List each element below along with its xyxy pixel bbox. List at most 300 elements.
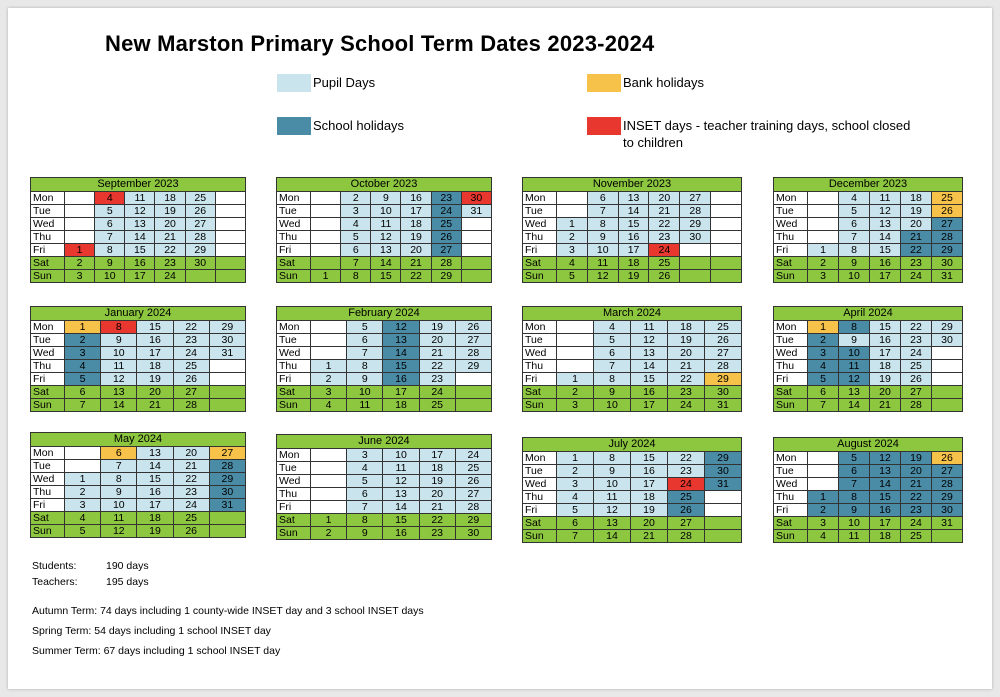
date-cell: 21 — [419, 347, 455, 360]
date-cell: 2 — [65, 257, 95, 270]
empty-cell — [455, 373, 491, 386]
date-cell: 19 — [870, 373, 901, 386]
week-row — [774, 530, 963, 543]
week-row — [277, 218, 492, 231]
date-cell: 9 — [594, 465, 631, 478]
date-cell: 28 — [932, 231, 963, 244]
week-row — [774, 478, 963, 491]
empty-cell — [65, 231, 95, 244]
empty-cell — [311, 475, 347, 488]
date-cell: 29 — [455, 360, 491, 373]
date-cell: 10 — [347, 386, 383, 399]
date-cell: 6 — [839, 218, 870, 231]
week-row — [277, 462, 492, 475]
date-cell: 3 — [65, 499, 101, 512]
date-cell: 1 — [557, 218, 588, 231]
date-cell: 25 — [185, 192, 215, 205]
week-row — [277, 192, 492, 205]
empty-cell — [557, 192, 588, 205]
date-cell: 21 — [401, 257, 431, 270]
weekday-label: Fri — [523, 373, 557, 386]
date-cell: 28 — [705, 360, 742, 373]
empty-cell — [311, 347, 347, 360]
date-cell: 11 — [383, 462, 419, 475]
date-cell: 6 — [587, 192, 618, 205]
date-cell: 28 — [431, 257, 461, 270]
week-row — [774, 399, 963, 412]
week-row — [774, 360, 963, 373]
date-cell: 7 — [65, 399, 101, 412]
weekday-label: Sat — [277, 386, 311, 399]
date-cell: 27 — [705, 347, 742, 360]
date-cell: 18 — [870, 360, 901, 373]
date-cell: 28 — [455, 347, 491, 360]
date-cell: 30 — [209, 334, 245, 347]
week-row — [277, 449, 492, 462]
date-cell: 11 — [101, 360, 137, 373]
date-cell: 22 — [901, 244, 932, 257]
empty-cell — [557, 360, 594, 373]
date-cell: 10 — [839, 347, 870, 360]
students-days-value: 190 days — [106, 560, 149, 572]
date-cell: 16 — [401, 192, 431, 205]
date-cell: 12 — [101, 373, 137, 386]
weekday-label: Mon — [277, 449, 311, 462]
empty-cell — [65, 447, 101, 460]
empty-cell — [680, 270, 711, 283]
date-cell: 24 — [901, 517, 932, 530]
week-row — [774, 386, 963, 399]
date-cell: 11 — [839, 530, 870, 543]
empty-cell — [65, 218, 95, 231]
week-row — [523, 399, 742, 412]
date-cell: 12 — [870, 452, 901, 465]
date-cell: 8 — [594, 373, 631, 386]
date-cell: 21 — [649, 205, 680, 218]
date-cell: 5 — [341, 231, 371, 244]
date-cell: 26 — [705, 334, 742, 347]
date-cell: 2 — [808, 334, 839, 347]
date-cell: 30 — [932, 257, 963, 270]
weekday-label: Wed — [774, 347, 808, 360]
date-cell: 22 — [173, 321, 209, 334]
date-cell: 6 — [347, 334, 383, 347]
date-cell: 11 — [125, 192, 155, 205]
date-cell: 27 — [455, 334, 491, 347]
date-cell: 2 — [808, 504, 839, 517]
date-cell: 14 — [870, 231, 901, 244]
date-cell: 16 — [383, 373, 419, 386]
date-cell: 2 — [341, 192, 371, 205]
date-cell: 28 — [185, 231, 215, 244]
week-row — [523, 465, 742, 478]
empty-cell — [711, 205, 742, 218]
date-cell: 23 — [155, 257, 185, 270]
month-title: August 2024 — [774, 438, 963, 452]
week-row — [31, 447, 246, 460]
date-cell: 14 — [870, 478, 901, 491]
empty-cell — [705, 504, 742, 517]
week-row — [277, 270, 492, 283]
date-cell: 11 — [347, 399, 383, 412]
date-cell: 21 — [155, 231, 185, 244]
week-row — [31, 373, 246, 386]
date-cell: 14 — [371, 257, 401, 270]
date-cell: 8 — [594, 452, 631, 465]
weekday-label: Fri — [523, 244, 557, 257]
weekday-label: Wed — [31, 218, 65, 231]
date-cell: 13 — [839, 386, 870, 399]
date-cell: 1 — [808, 244, 839, 257]
empty-cell — [311, 244, 341, 257]
date-cell: 31 — [209, 347, 245, 360]
date-cell: 10 — [594, 478, 631, 491]
date-cell: 29 — [705, 373, 742, 386]
weekday-label: Thu — [774, 360, 808, 373]
date-cell: 9 — [347, 373, 383, 386]
date-cell: 12 — [371, 231, 401, 244]
empty-cell — [705, 530, 742, 543]
date-cell: 22 — [419, 514, 455, 527]
date-cell: 10 — [101, 347, 137, 360]
date-cell: 6 — [341, 244, 371, 257]
week-row — [523, 530, 742, 543]
date-cell: 10 — [95, 270, 125, 283]
date-cell: 5 — [839, 205, 870, 218]
date-cell: 9 — [594, 386, 631, 399]
month-title: June 2024 — [277, 435, 492, 449]
date-cell: 24 — [901, 347, 932, 360]
date-cell: 29 — [209, 473, 245, 486]
date-cell: 28 — [209, 460, 245, 473]
weekday-label: Thu — [523, 491, 557, 504]
date-cell: 20 — [649, 192, 680, 205]
empty-cell — [311, 334, 347, 347]
date-cell: 19 — [419, 475, 455, 488]
date-cell: 26 — [649, 270, 680, 283]
week-row — [277, 334, 492, 347]
date-cell: 20 — [401, 244, 431, 257]
date-cell: 11 — [839, 360, 870, 373]
weekday-label: Thu — [774, 491, 808, 504]
date-cell: 5 — [557, 504, 594, 517]
empty-cell — [557, 347, 594, 360]
date-cell: 14 — [631, 360, 668, 373]
date-cell: 30 — [461, 192, 491, 205]
empty-cell — [209, 512, 245, 525]
date-cell: 14 — [383, 347, 419, 360]
date-cell: 18 — [870, 530, 901, 543]
date-cell: 16 — [631, 465, 668, 478]
date-cell: 19 — [137, 373, 173, 386]
date-cell: 8 — [341, 270, 371, 283]
empty-cell — [680, 244, 711, 257]
weekday-label: Sat — [523, 386, 557, 399]
weekday-label: Fri — [31, 244, 65, 257]
summer-term-note: Summer Term: 67 days including 1 school INSET day — [32, 645, 281, 657]
date-cell: 17 — [125, 270, 155, 283]
week-row — [774, 334, 963, 347]
date-cell: 25 — [173, 360, 209, 373]
date-cell: 18 — [668, 321, 705, 334]
date-cell: 13 — [137, 447, 173, 460]
teachers-days-value: 195 days — [106, 576, 149, 588]
week-row — [277, 501, 492, 514]
school-holidays-swatch — [277, 117, 311, 135]
empty-cell — [705, 517, 742, 530]
date-cell: 22 — [901, 491, 932, 504]
empty-cell — [215, 205, 245, 218]
date-cell: 18 — [401, 218, 431, 231]
empty-cell — [808, 205, 839, 218]
date-cell: 23 — [419, 527, 455, 540]
date-cell: 15 — [383, 514, 419, 527]
date-cell: 21 — [668, 360, 705, 373]
date-cell: 14 — [125, 231, 155, 244]
date-cell: 1 — [311, 514, 347, 527]
date-cell: 31 — [705, 399, 742, 412]
date-cell: 16 — [870, 334, 901, 347]
date-cell: 8 — [101, 473, 137, 486]
month-calendar — [522, 306, 742, 412]
date-cell: 31 — [461, 205, 491, 218]
empty-cell — [215, 257, 245, 270]
date-cell: 25 — [901, 360, 932, 373]
date-cell: 18 — [383, 399, 419, 412]
date-cell: 31 — [705, 478, 742, 491]
date-cell: 4 — [594, 321, 631, 334]
date-cell: 26 — [173, 373, 209, 386]
date-cell: 29 — [705, 452, 742, 465]
date-cell: 22 — [668, 452, 705, 465]
week-row — [774, 205, 963, 218]
weekday-label: Sat — [31, 257, 65, 270]
empty-cell — [311, 449, 347, 462]
date-cell: 1 — [65, 473, 101, 486]
date-cell: 11 — [631, 321, 668, 334]
date-cell: 13 — [101, 386, 137, 399]
date-cell: 23 — [173, 486, 209, 499]
weekday-label: Sat — [31, 512, 65, 525]
date-cell: 19 — [901, 205, 932, 218]
date-cell: 5 — [65, 373, 101, 386]
weekday-label: Tue — [277, 205, 311, 218]
date-cell: 29 — [932, 321, 963, 334]
date-cell: 11 — [101, 512, 137, 525]
month-calendar — [522, 437, 742, 543]
date-cell: 9 — [839, 504, 870, 517]
date-cell: 1 — [65, 244, 95, 257]
week-row — [523, 347, 742, 360]
weekday-label: Thu — [277, 360, 311, 373]
date-cell: 26 — [901, 373, 932, 386]
date-cell: 7 — [808, 399, 839, 412]
date-cell: 23 — [901, 504, 932, 517]
weekday-label: Sun — [523, 399, 557, 412]
month-title: May 2024 — [31, 433, 246, 447]
date-cell: 12 — [839, 373, 870, 386]
month-calendar — [773, 437, 963, 543]
date-cell: 10 — [101, 499, 137, 512]
weekday-label: Tue — [774, 205, 808, 218]
empty-cell — [711, 192, 742, 205]
date-cell: 27 — [901, 386, 932, 399]
date-cell: 14 — [101, 399, 137, 412]
weekday-label: Sat — [774, 386, 808, 399]
weekday-label: Sun — [523, 270, 557, 283]
date-cell: 15 — [383, 360, 419, 373]
date-cell: 4 — [95, 192, 125, 205]
date-cell: 1 — [808, 321, 839, 334]
date-cell: 18 — [419, 462, 455, 475]
date-cell: 27 — [680, 192, 711, 205]
month-calendar — [276, 177, 492, 283]
spring-term-note: Spring Term: 54 days including 1 school INSET day — [32, 625, 271, 637]
week-row — [774, 465, 963, 478]
date-cell: 12 — [594, 504, 631, 517]
inset-days-swatch — [587, 117, 621, 135]
date-cell: 15 — [618, 218, 649, 231]
date-cell: 17 — [401, 205, 431, 218]
date-cell: 16 — [137, 486, 173, 499]
empty-cell — [461, 231, 491, 244]
date-cell: 12 — [101, 525, 137, 538]
date-cell: 19 — [618, 270, 649, 283]
date-cell: 24 — [668, 478, 705, 491]
date-cell: 20 — [419, 334, 455, 347]
weekday-label: Mon — [523, 192, 557, 205]
date-cell: 21 — [901, 231, 932, 244]
date-cell: 23 — [901, 257, 932, 270]
week-row — [774, 244, 963, 257]
date-cell: 23 — [431, 192, 461, 205]
empty-cell — [461, 270, 491, 283]
weekday-label: Mon — [31, 192, 65, 205]
date-cell: 3 — [557, 244, 588, 257]
empty-cell — [932, 347, 963, 360]
empty-cell — [461, 244, 491, 257]
date-cell: 8 — [95, 244, 125, 257]
empty-cell — [311, 192, 341, 205]
weekday-label: Fri — [31, 499, 65, 512]
date-cell: 26 — [932, 205, 963, 218]
autumn-term-note: Autumn Term: 74 days including 1 county-wide INSET day and 3 school INSET days — [32, 605, 424, 617]
date-cell: 22 — [155, 244, 185, 257]
date-cell: 23 — [901, 334, 932, 347]
month-calendar — [30, 177, 246, 283]
week-row — [277, 399, 492, 412]
week-row — [31, 270, 246, 283]
date-cell: 2 — [557, 465, 594, 478]
date-cell: 8 — [347, 514, 383, 527]
date-cell: 2 — [311, 373, 347, 386]
date-cell: 22 — [173, 473, 209, 486]
date-cell: 5 — [557, 270, 588, 283]
date-cell: 11 — [371, 218, 401, 231]
date-cell: 27 — [932, 465, 963, 478]
empty-cell — [209, 525, 245, 538]
legend-bank-label: Bank holidays — [623, 75, 704, 90]
date-cell: 16 — [125, 257, 155, 270]
date-cell: 18 — [155, 192, 185, 205]
weekday-label: Tue — [774, 334, 808, 347]
legend-school-holidays — [277, 117, 404, 135]
week-row — [277, 360, 492, 373]
empty-cell — [932, 360, 963, 373]
date-cell: 7 — [557, 530, 594, 543]
date-cell: 17 — [137, 347, 173, 360]
empty-cell — [209, 360, 245, 373]
weekday-label: Mon — [277, 321, 311, 334]
weekday-label: Sat — [774, 257, 808, 270]
empty-cell — [808, 192, 839, 205]
week-row — [31, 499, 246, 512]
date-cell: 9 — [371, 192, 401, 205]
legend-holiday-label: School holidays — [313, 118, 405, 133]
empty-cell — [311, 321, 347, 334]
empty-cell — [65, 460, 101, 473]
date-cell: 9 — [839, 334, 870, 347]
empty-cell — [932, 530, 963, 543]
empty-cell — [215, 218, 245, 231]
date-cell: 25 — [932, 192, 963, 205]
date-cell: 28 — [668, 530, 705, 543]
date-cell: 10 — [594, 399, 631, 412]
date-cell: 16 — [870, 257, 901, 270]
week-row — [523, 334, 742, 347]
date-cell: 27 — [431, 244, 461, 257]
month-title: March 2024 — [523, 307, 742, 321]
date-cell: 13 — [870, 218, 901, 231]
date-cell: 15 — [870, 244, 901, 257]
week-row — [277, 386, 492, 399]
date-cell: 17 — [870, 517, 901, 530]
date-cell: 19 — [901, 452, 932, 465]
date-cell: 15 — [371, 270, 401, 283]
date-cell: 15 — [631, 373, 668, 386]
week-row — [31, 399, 246, 412]
date-cell: 12 — [631, 334, 668, 347]
date-cell: 21 — [901, 478, 932, 491]
date-cell: 1 — [311, 360, 347, 373]
weekday-label: Sat — [523, 517, 557, 530]
date-cell: 6 — [95, 218, 125, 231]
date-cell: 17 — [383, 386, 419, 399]
date-cell: 14 — [618, 205, 649, 218]
month-title: February 2024 — [277, 307, 492, 321]
weekday-label: Thu — [523, 231, 557, 244]
date-cell: 29 — [455, 514, 491, 527]
date-cell: 30 — [705, 465, 742, 478]
date-cell: 24 — [901, 270, 932, 283]
date-cell: 3 — [808, 347, 839, 360]
weekday-label: Wed — [523, 347, 557, 360]
date-cell: 16 — [631, 386, 668, 399]
date-cell: 17 — [419, 449, 455, 462]
date-cell: 22 — [649, 218, 680, 231]
weekday-label: Tue — [277, 462, 311, 475]
week-row — [774, 517, 963, 530]
date-cell: 7 — [101, 460, 137, 473]
date-cell: 22 — [419, 360, 455, 373]
date-cell: 10 — [839, 270, 870, 283]
week-row — [277, 488, 492, 501]
weekday-label: Sun — [31, 399, 65, 412]
date-cell: 28 — [932, 478, 963, 491]
empty-cell — [808, 465, 839, 478]
date-cell: 15 — [137, 473, 173, 486]
date-cell: 5 — [65, 525, 101, 538]
